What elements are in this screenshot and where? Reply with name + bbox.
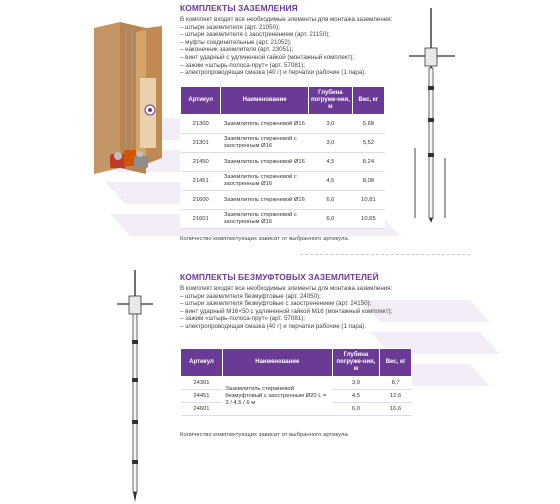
col-header-depth: Глубина погруже-ния, м — [308, 87, 352, 115]
col-header-weight: Вес, кг — [352, 87, 384, 115]
section1-item: – винт ударный с удлиненной гайкой (монтажный комплект); — [180, 53, 355, 61]
ground-rod-assembly-diagram — [405, 8, 460, 223]
col-header-name: Наименование — [221, 87, 309, 115]
cell-article: 21301 — [181, 134, 221, 153]
cell-depth: 4,5 — [332, 390, 380, 403]
cell-weight: 5,68 — [352, 115, 384, 134]
table-row — [181, 115, 385, 134]
col-header-name: Наименование — [222, 349, 332, 377]
section1-note: Количество комплектующих зависит от выбранного артикула. — [180, 236, 350, 242]
table-row — [181, 172, 385, 191]
section1-intro — [180, 16, 392, 77]
table-row — [181, 377, 412, 390]
section1-item: – штыри заземлителя (арт. 21050); — [180, 23, 280, 31]
cell-depth: 6,0 — [308, 210, 352, 229]
col-header-article: Артикул — [181, 87, 221, 115]
section2-item: – зажим «штырь-полоса-прут» (арт. 57081); — [180, 315, 305, 323]
cell-article: 21450 — [181, 153, 221, 172]
cell-name-merged: Заземлитель стержневой безмуфтовый с заостренным Ø20 L = 3 / 4,5 / 6 м — [222, 377, 332, 416]
cell-weight: 8,08 — [352, 172, 384, 191]
section1-intro-text: В комплект входят все необходимые элементы для монтажа заземления: — [180, 16, 393, 23]
table-row — [181, 191, 385, 210]
col-header-depth: Глубина погруже-ния, м — [332, 349, 380, 377]
section1-item: – электропроводящая смазка (40 г) и перчатки рабочие (1 пара). — [180, 69, 367, 77]
cell-depth: 3,0 — [308, 134, 352, 153]
cell-depth: 4,5 — [308, 153, 352, 172]
cell-article: 21451 — [181, 172, 221, 191]
cell-depth: 6,0 — [332, 403, 380, 416]
section1-spec-table — [180, 86, 385, 229]
cell-article: 21300 — [181, 115, 221, 134]
cell-name: Заземлитель стержневой с заостренным Ø16 — [221, 210, 309, 229]
threadless-ground-rod-diagram — [115, 270, 155, 502]
cell-weight: 8,24 — [352, 153, 384, 172]
cell-name: Заземлитель стержневой с заостренным Ø16 — [221, 172, 309, 191]
section2-item: – винт ударный М16×50 с удлиненной гайкой М16 (монтажный комплект); — [180, 307, 393, 315]
cell-name: Заземлитель стержневой Ø16 — [221, 153, 309, 172]
section1-item: – штыри заземлителя с заостренением (арт. 21150); — [180, 31, 330, 39]
cell-depth: 3,0 — [308, 115, 352, 134]
table-row — [181, 210, 385, 229]
section2-intro-text: В комплект входят все необходимые элементы для монтажа заземления: — [180, 285, 393, 292]
section1-title: КОМПЛЕКТЫ ЗАЗЕМЛЕНИЯ — [180, 3, 298, 13]
cell-article: 21601 — [181, 210, 221, 229]
col-header-weight: Вес, кг — [380, 349, 412, 377]
cell-article: 21600 — [181, 191, 221, 210]
cell-weight: 5,52 — [352, 134, 384, 153]
col-header-article: Артикул — [181, 349, 223, 377]
cell-weight: 8,7 — [380, 377, 412, 390]
cell-depth: 4,5 — [308, 172, 352, 191]
cell-name: Заземлитель стержневой Ø16 — [221, 191, 309, 210]
cell-depth: 3,0 — [332, 377, 380, 390]
section2-item: – электропроводящая смазка (40 г) и перчатки рабочие (1 пара). — [180, 322, 367, 330]
section2-spec-table — [180, 348, 412, 416]
cell-weight: 16,6 — [380, 403, 412, 416]
section2-note: Количество комплектующих зависит от выбранного артикула. — [180, 432, 350, 438]
section2-intro — [180, 285, 392, 331]
section2-item: – штыри заземлителя безмуфтовые с заостренением (арт. 24150); — [180, 300, 372, 308]
cell-name: Заземлитель стержневой Ø16 — [221, 115, 309, 134]
cell-weight: 10,81 — [352, 191, 384, 210]
section2-item: – штыри заземлителя безмуфтовые (арт. 24050); — [180, 292, 321, 300]
section2-title: КОМПЛЕКТЫ БЕЗМУФТОВЫХ ЗАЗЕМЛИТЕЛЕЙ — [180, 272, 379, 282]
section1-item: – наконечник заземлителя (арт. 23051); — [180, 46, 294, 54]
cell-weight: 12,6 — [380, 390, 412, 403]
section-divider — [300, 254, 470, 255]
table-row — [181, 134, 385, 153]
section1-item: – муфты соединительные (арт. 21052); — [180, 38, 292, 46]
cell-weight: 10,65 — [352, 210, 384, 229]
cell-article: 24601 — [181, 403, 223, 416]
section1-item: – зажим «штырь-полоса-прут» (арт. 57081); — [180, 61, 305, 69]
table-row — [181, 153, 385, 172]
cell-article: 24451 — [181, 390, 223, 403]
ground-kit-box-image — [92, 18, 172, 178]
cell-depth: 6,0 — [308, 191, 352, 210]
cell-name: Заземлитель стержневой с заостренным Ø16 — [221, 134, 309, 153]
cell-article: 24301 — [181, 377, 223, 390]
